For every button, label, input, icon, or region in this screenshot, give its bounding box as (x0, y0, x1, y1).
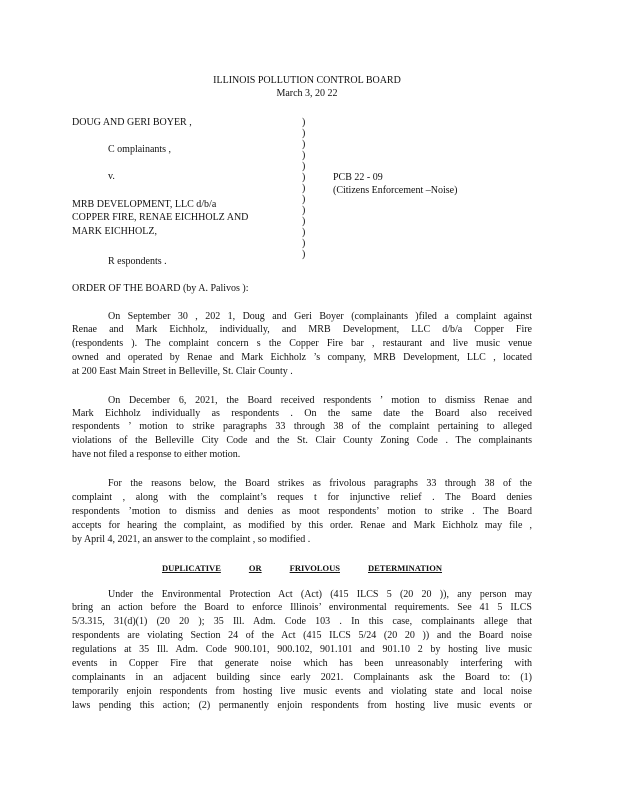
paren: ) (302, 216, 306, 227)
paragraph-3-line: respondents ’motion to dismiss and denies as moot respondents’ motion to strike . The Board (72, 506, 532, 517)
heading-word: DETERMINATION (368, 563, 442, 573)
paragraph-4-line: 5/3.315, 31(d)(1) (20 20 ); 35 Ill. Adm. Code 103 . In this case, complainants allege that (72, 616, 532, 627)
paragraph-2-line: have not filed a response to either motion. (72, 449, 241, 460)
respondent-line-2: COPPER FIRE, RENAE EICHHOLZ AND (72, 212, 249, 223)
paragraph-2-line: Mark Eichholz individually as respondents . On the same date the Board also received (72, 408, 532, 419)
paren: ) (302, 238, 306, 249)
respondent-line-3: MARK EICHHOLZ, (72, 226, 157, 237)
paragraph-4-line: complainants in an adjacent building since early 2021. Complainants ask the Board to: (1) (72, 672, 532, 683)
section-heading (72, 562, 532, 574)
paragraph-4-line: laws pending this action; (2) permanently enjoin respondents from hosting live music events or (72, 700, 532, 711)
paragraph-2-line: violations of the Belleville City Code and the St. Clair County Zoning Code . The complainants (72, 435, 532, 446)
complainants-label: C omplainants , (108, 144, 172, 155)
paragraph-4-line: regulations at 35 Ill. Adm. Code 900.101, 900.102, 901.101 and 901.10 2 by hosting live music (72, 644, 532, 655)
paren: ) (302, 139, 306, 150)
paragraph-3-line: For the reasons below, the Board strikes as frivolous paragraphs 33 through 38 of the (108, 478, 532, 489)
paragraph-4-line: respondents are violating Section 24 of the Act (415 ILCS 5/24 (20 20 )) and the Board noise (72, 630, 532, 641)
heading-word: OR (248, 563, 262, 573)
order-line: ORDER OF THE BOARD (by A. Palivos ): (72, 283, 249, 294)
paragraph-1-line: On September 30 , 202 1, Doug and Geri Boyer (complainants )filed a complaint against (108, 311, 532, 322)
paren: ) (302, 227, 306, 238)
caption-paren-column (302, 117, 305, 260)
case-number: PCB 22 - 09 (333, 172, 383, 183)
paragraph-4-line: bring an action before the Board to enforce Illinois’ environmental requirements. See 41 5 ILCS (72, 602, 532, 613)
case-type: (Citizens Enforcement –Noise) (333, 185, 458, 196)
paragraph-2-line: respondents ’ motion to strike paragraphs 33 through 38 of the complaint pertaining to alleged (72, 421, 532, 432)
paren: ) (302, 172, 306, 183)
paragraph-4-line: Under the Environmental Protection Act (Act) (415 ILCS 5 (20 20 )), any person may (108, 589, 532, 600)
paren: ) (302, 161, 306, 172)
paren: ) (302, 128, 306, 139)
heading-word: FRIVOLOUS (289, 563, 340, 573)
complainant-names: DOUG AND GERI BOYER , (72, 117, 192, 128)
paragraph-1-line: Renae and Mark Eichholz, individually, and MRB Development, LLC d/b/a Copper Fire (72, 324, 532, 335)
respondents-label: R espondents . (108, 256, 167, 267)
paragraph-3-line: accepts for hearing the complaint, as modified by this order. Renae and Mark Eichholz may file , (72, 520, 532, 531)
paragraph-4-line: temporarily enjoin respondents from hosting live music events and violating state and local noise (72, 686, 532, 697)
paren: ) (302, 194, 306, 205)
paren: ) (302, 249, 306, 260)
heading-word: DUPLICATIVE (161, 563, 221, 573)
paragraph-2-line: On December 6, 2021, the Board received respondents ’ motion to dismiss Renae and (108, 395, 532, 406)
paragraph-1-line: (respondents ). The complaint concern s the Copper Fire bar , restaurant and live music venue (72, 338, 532, 349)
paren: ) (302, 183, 306, 194)
paren: ) (302, 117, 306, 128)
paragraph-3-line: by April 4, 2021, an answer to the complaint , so modified . (72, 534, 311, 545)
versus-label: v. (108, 171, 115, 182)
paragraph-1-line: at 200 East Main Street in Belleville, St. Clair County . (72, 366, 293, 377)
order-date: March 3, 20 22 (276, 88, 338, 99)
paren: ) (302, 205, 306, 216)
respondent-line-1: MRB DEVELOPMENT, LLC d/b/a (72, 199, 217, 210)
board-title: ILLINOIS POLLUTION CONTROL BOARD (213, 75, 401, 86)
paragraph-1-line: owned and operated by Renae and Mark Eichholz ’s company, MRB Development, LLC , located (72, 352, 532, 363)
paragraph-3-line: complaint , along with the complaint’s reques t for injunctive relief . The Board denies (72, 492, 532, 503)
paragraph-4-line: events in Copper Fire that generate noise which has been unreasonably interfering with (72, 658, 532, 669)
paren: ) (302, 150, 306, 161)
